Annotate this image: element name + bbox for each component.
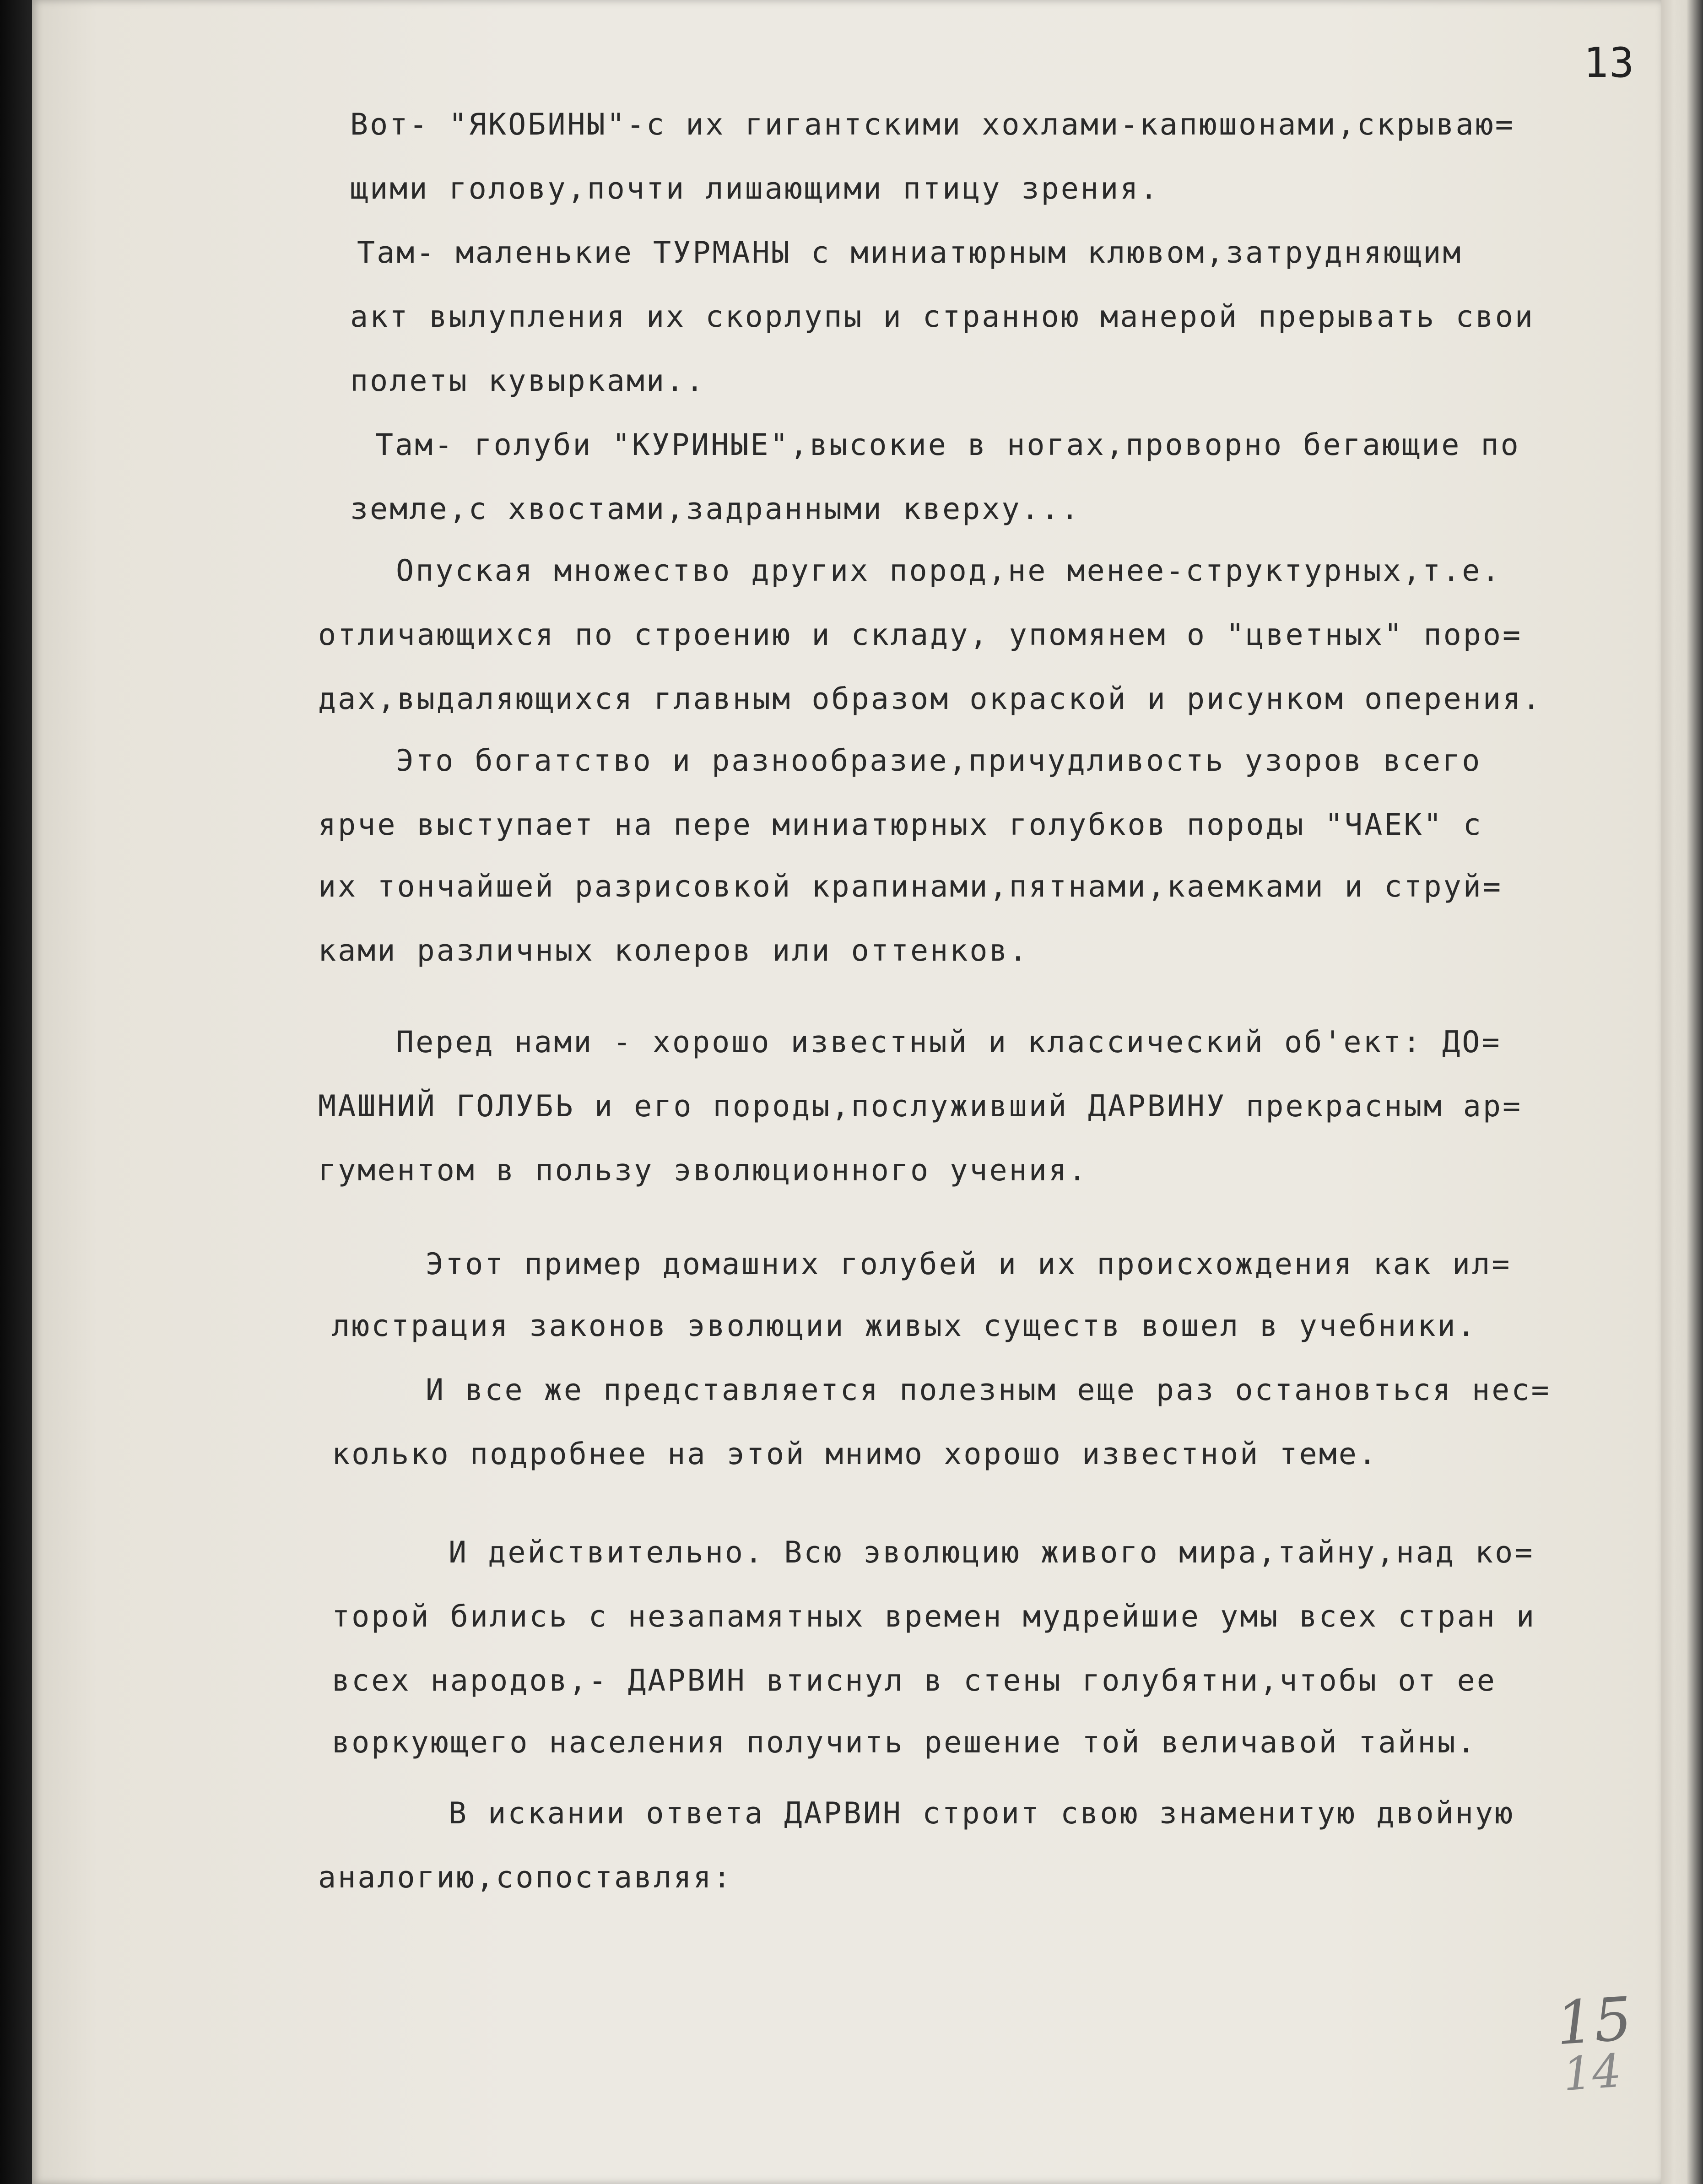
text-line: Перед нами - хорошо известный и классический об'ект: ДО=	[396, 1025, 1502, 1060]
text-line: аналогию,сопоставляя:	[318, 1860, 733, 1895]
text-line: И действительно. Всю эволюцию живого мира,тайну,над ко=	[449, 1535, 1535, 1570]
text-line: люстрация законов эволюции живых существ вошел в учебники.	[332, 1309, 1477, 1343]
text-line: Этот пример домашних голубей и их происхождения как ил=	[426, 1247, 1512, 1281]
text-line: земле,с хвостами,задранными кверху...	[350, 492, 1081, 526]
page-edge	[1661, 0, 1703, 2184]
text-line: Там- маленькие ТУРМАНЫ с миниатюрным клювом,затрудняющим	[357, 236, 1463, 270]
text-line: отличающихся по строению и складу, упомянем о "цветных" поро=	[318, 618, 1523, 652]
text-line: гументом в пользу эволюционного учения.	[318, 1153, 1088, 1188]
page-number: 13	[1584, 39, 1635, 87]
text-line: щими голову,почти лишающими птицу зрения.	[350, 172, 1160, 206]
text-line: акт вылупления их скорлупы и странною манерой прерывать свои	[350, 300, 1535, 334]
text-line: Там- голуби "КУРИНЫЕ",высокие в ногах,проворно бегающие по	[375, 428, 1520, 462]
text-line: И все же представляется полезным еще раз остановться нес=	[426, 1373, 1551, 1407]
text-line: всех народов,- ДАРВИН втиснул в стены голубятни,чтобы от ее	[332, 1664, 1497, 1698]
text-line: МАШНИЙ ГОЛУБЬ и его породы,послуживший ДАРВИНУ прекрасным ар=	[318, 1089, 1523, 1124]
typewritten-page	[32, 0, 1661, 2184]
handwritten-folio-number-crossed: 14	[1561, 2043, 1623, 2102]
text-line: В искании ответа ДАРВИН строит свою знаменитую двойную	[449, 1796, 1515, 1831]
text-line: колько подробнее на этой мнимо хорошо известной теме.	[332, 1437, 1379, 1471]
binding-shadow	[0, 0, 32, 2184]
text-line: Это богатство и разнообразие,причудливость узоров всего	[396, 744, 1482, 778]
handwritten-folio-number: 15	[1553, 1984, 1634, 2059]
text-line: ярче выступает на пере миниатюрных голубков породы "ЧАЕК" с	[318, 808, 1483, 842]
text-line: Опуская множество других пород,не менее-структурных,т.е.	[396, 554, 1502, 588]
text-line: их тончайшей разрисовкой крапинами,пятнами,каемками и струй=	[318, 870, 1503, 904]
text-line: дах,выдаляющихся главным образом окраской и рисунком оперения.	[318, 682, 1542, 716]
text-line: торой бились с незапамятных времен мудрейшие умы всех стран и	[332, 1600, 1536, 1634]
text-line: Вот- "ЯКОБИНЫ"-с их гигантскими хохлами-капюшонами,скрываю=	[350, 108, 1515, 142]
body-text	[32, 0, 1661, 2184]
text-line: ками различных колеров или оттенков.	[318, 934, 1029, 968]
text-line: воркующего населения получить решение той величавой тайны.	[332, 1725, 1477, 1760]
text-line: полеты кувырками..	[350, 364, 706, 398]
